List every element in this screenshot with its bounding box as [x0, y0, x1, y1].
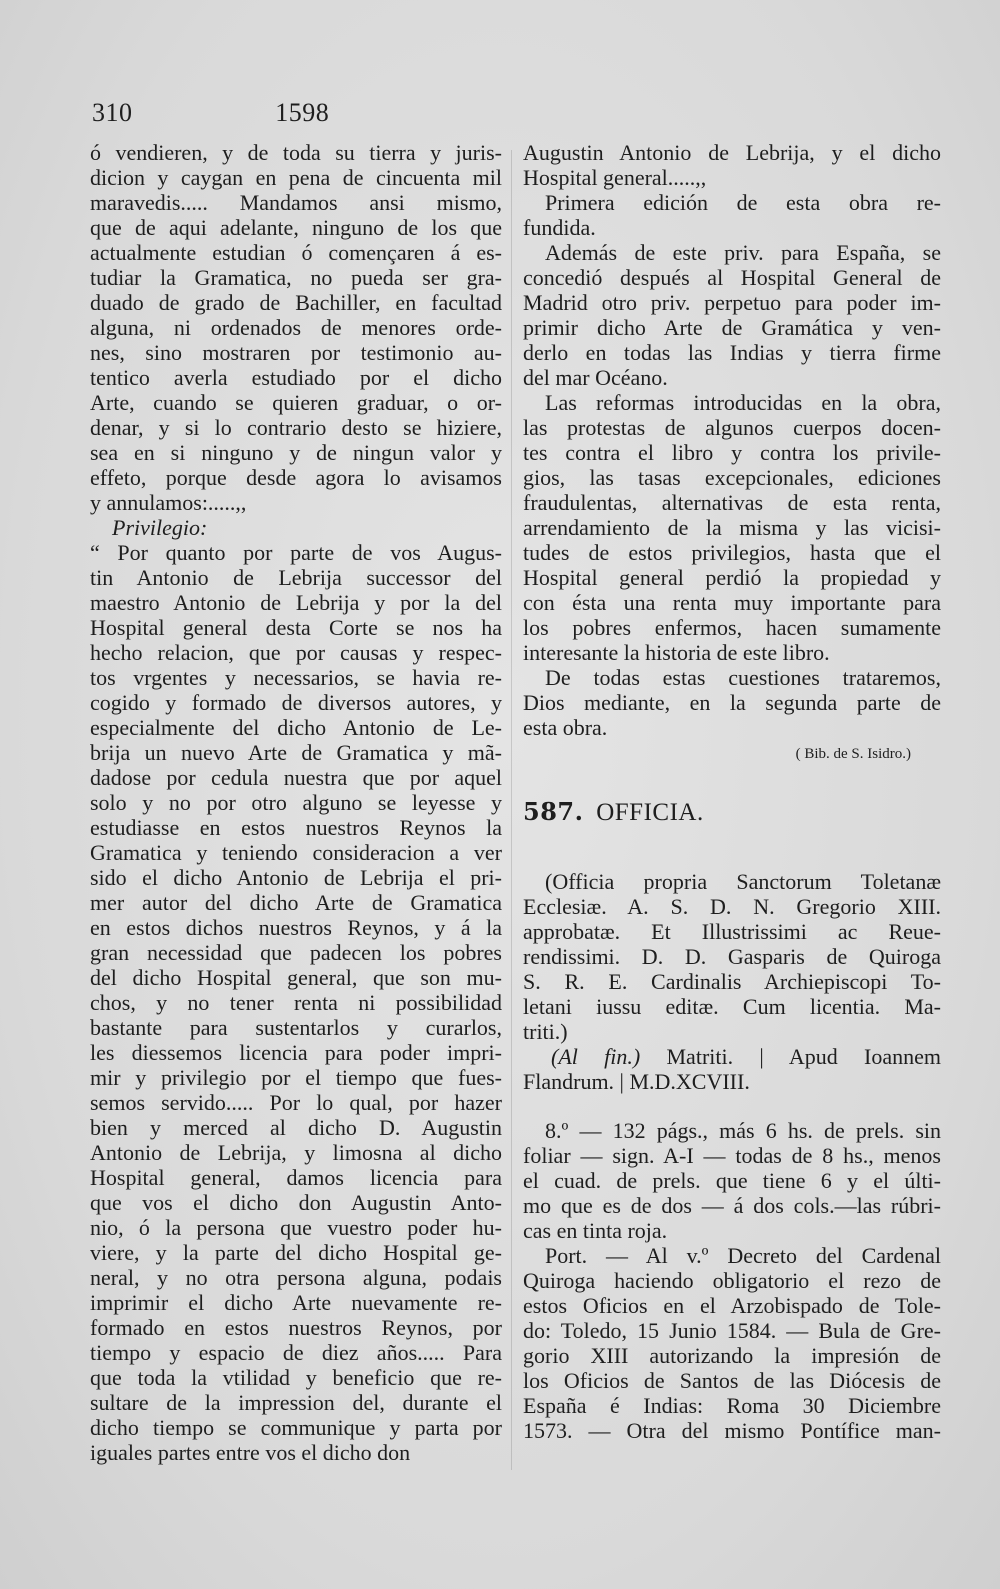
text-line: que toda la vtilidad y beneficio que re-: [90, 1365, 502, 1390]
text-line: especialmente del dicho Antonio de Le-: [90, 715, 502, 740]
entry-heading: [523, 799, 941, 825]
collation: [523, 1118, 941, 1243]
text-line: Arte, cuando se quieren graduar, o or-: [90, 390, 502, 415]
text-line: Augustin Antonio de Lebrija, y el dicho: [523, 140, 941, 165]
left-column: [90, 140, 502, 1465]
text-line: ó vendieren, y de toda su tierra y juris-: [90, 140, 502, 165]
text-line: neral, y no otra persona alguna, podais: [90, 1265, 502, 1290]
colophon-text: Matriti. | Apud Ioannem: [640, 1044, 941, 1069]
text-line: duado de grado de Bachiller, en facultad: [90, 290, 502, 315]
right-column: [523, 140, 941, 1443]
text-line: estos Oficios en el Arzobispado de Tole-: [523, 1293, 941, 1318]
text-line: los pobres enfermos, hacen sumamente: [523, 615, 941, 640]
text-line: Primera edición de esta obra re-: [545, 190, 941, 215]
text-line: los Oficios de Santos de las Diócesis de: [523, 1368, 941, 1393]
text-line: triti.): [523, 1019, 568, 1044]
text-line: y annulamos:.....,,: [90, 490, 247, 515]
running-year: 1598: [275, 98, 330, 127]
text-line: chos, y no tener renta ni possibilidad: [90, 990, 502, 1015]
text-line: Hospital general, damos licencia para: [90, 1165, 502, 1190]
text-line: tudes de estos privilegios, hasta que el: [523, 540, 941, 565]
text-line: primir dicho Arte de Gramática y ven-: [523, 315, 941, 340]
text-line: solo y no por otro alguno se leyesse y: [90, 790, 502, 815]
text-line: gorio XIII autorizando la impresión de: [523, 1343, 941, 1368]
text-line: dicion y caygan en pena de cincuenta mil: [90, 165, 502, 190]
text-line: esta obra.: [523, 715, 608, 740]
text-line: formado en estos nuestros Reynos, por: [90, 1315, 502, 1340]
privilegio-text: [90, 540, 502, 1465]
text-line: maestro Antonio de Lebrija y por la del: [90, 590, 502, 615]
text-line: del mar Océano.: [523, 365, 668, 390]
text-line: que de aqui adelante, ninguno de los que: [90, 215, 502, 240]
text-line: alguna, ni ordenados de menores orde-: [90, 315, 502, 340]
text-line: tudiar la Gramatica, no pueda ser gra-: [90, 265, 502, 290]
text-line: tentico averla estudiado por el dicho: [90, 365, 502, 390]
text-line: Hospital general desta Corte se nos ha: [90, 615, 502, 640]
text-line: nes, sino mostraren por testimonio au-: [90, 340, 502, 365]
text-line: Port. — Al v.º Decreto del Cardenal: [545, 1243, 941, 1268]
column-divider: [511, 150, 512, 1470]
text-line: tes contra el libro y contra los privile-: [523, 440, 941, 465]
text-line: letani iussu editæ. Cum licentia. Ma-: [523, 994, 941, 1019]
text-line: del dicho Hospital general, que son mu-: [90, 965, 502, 990]
text-line: foliar — sign. A-I — todas de 8 hs., menos: [523, 1143, 941, 1168]
text-line: el cuad. de prels. que tiene 6 y el últi-: [523, 1168, 941, 1193]
text-line: con ésta una renta muy importante para: [523, 590, 941, 615]
para-cuestiones: [523, 665, 941, 740]
text-line: España é Indias: Roma 30 Diciembre: [523, 1393, 941, 1418]
text-line: 1573. — Otra del mismo Pontífice man-: [523, 1418, 941, 1443]
entry-number: 587.: [523, 797, 584, 826]
text-line: viere, y la parte del dicho Hospital ge-: [90, 1240, 502, 1265]
page-number: 310: [92, 98, 133, 127]
para-edicion: [523, 190, 941, 240]
port-description: [523, 1243, 941, 1443]
text-line: gran necessidad que padecen los pobres: [90, 940, 502, 965]
text-line: sea en si ninguno y de ningun valor y: [90, 440, 502, 465]
text-line: cas en tinta roja.: [523, 1218, 668, 1243]
colophon-label: (Al fin.): [551, 1044, 641, 1069]
colophon-line: [523, 1044, 941, 1069]
text-line: hecho relacion, que por causas y respec-: [90, 640, 502, 665]
privilegio-heading: Privilegio:: [112, 515, 208, 540]
text-line: mer autor del dicho Arte de Gramatica: [90, 890, 502, 915]
text-line: Madrid otro priv. perpetuo para poder im-: [523, 290, 941, 315]
para-ademas: [523, 240, 941, 390]
text-line: cogido y formado de diversos autores, y: [90, 690, 502, 715]
text-line: Hospital general perdió la propiedad y: [523, 565, 941, 590]
text-line: brija un nuevo Arte de Gramatica y mã-: [90, 740, 502, 765]
text-line: rendissimi. D. D. Gasparis de Quiroga: [523, 944, 941, 969]
text-line: actualmente estudian ó començaren á es-: [90, 240, 502, 265]
text-line: imprimir el dicho Arte nuevamente re-: [90, 1290, 502, 1315]
entry-title: OFFICIA.: [596, 799, 704, 826]
text-line: que vos el dicho don Augustin Anto-: [90, 1190, 502, 1215]
text-line: arrendamiento de la misma y las vicisi-: [523, 515, 941, 540]
text-line: concedió después al Hospital General de: [523, 265, 941, 290]
text-line: dadose por cedula nuestra que por aquel: [90, 765, 502, 790]
text-line: fundida.: [523, 215, 596, 240]
text-line: estudiasse en estos nuestros Reynos la: [90, 815, 502, 840]
text-line: dicho tiempo se communique y parta por: [90, 1415, 502, 1440]
text-line: semos servido..... Por lo qual, por hazer: [90, 1090, 502, 1115]
text-line: approbatæ. Et Illustrissimi ac Reue-: [523, 919, 941, 944]
text-line: las protestas de algunos cuerpos docen-: [523, 415, 941, 440]
text-line: tos vrgentes y necessarios, se havia re-: [90, 665, 502, 690]
text-line: maravedis..... Mandamos ansi mismo,: [90, 190, 502, 215]
text-line: Gramatica y teniendo consideracion a ver: [90, 840, 502, 865]
text-line: Dios mediante, en la segunda parte de: [523, 690, 941, 715]
text-line: effeto, porque desde agora lo avisamos: [90, 465, 502, 490]
text-line: tin Antonio de Lebrija successor del: [90, 565, 502, 590]
left-paragraph: [90, 140, 502, 515]
source-note: ( Bib. de S. Isidro.): [795, 746, 911, 762]
text-line: do: Toledo, 15 Junio 1584. — Bula de Gre-: [523, 1318, 941, 1343]
text-line: interesante la historia de este libro.: [523, 640, 830, 665]
text-line: sultare de la impression del, durante el: [90, 1390, 502, 1415]
text-line: mir y privilegio por el tiempo que fues-: [90, 1065, 502, 1090]
text-line: derlo en todas las Indias y tierra firme: [523, 340, 941, 365]
text-line: Las reformas introducidas en la obra,: [545, 390, 941, 415]
text-line: Antonio de Lebrija, y limosna al dicho: [90, 1140, 502, 1165]
text-line: tiempo y espacio de diez años..... Para: [90, 1340, 502, 1365]
text-line: bastante para sustentarlos y curarlos,: [90, 1015, 502, 1040]
para-reformas: [523, 390, 941, 665]
text-line: S. R. E. Cardinalis Archiepiscopi To-: [523, 969, 941, 994]
text-line: Quiroga haciendo obligatorio el rezo de: [523, 1268, 941, 1293]
text-line: 8.º — 132 págs., más 6 hs. de prels. sin: [545, 1118, 941, 1143]
text-line: gios, las tasas excepcionales, ediciones: [523, 465, 941, 490]
text-line: fraudulentas, alternativas de esta renta,: [523, 490, 941, 515]
text-line: Además de este priv. para España, se: [545, 240, 941, 265]
text-line: (Officia propria Sanctorum Toletanæ: [545, 869, 941, 894]
text-line: nio, ó la persona que vuestro poder hu-: [90, 1215, 502, 1240]
text-line: Hospital general.....,,: [523, 165, 707, 190]
text-line: en estos dichos nuestros Reynos, y á la: [90, 915, 502, 940]
entry-full-title: [523, 869, 941, 1044]
running-header: [92, 98, 502, 128]
colophon-line-2: Flandrum. | M.D.XCVIII.: [523, 1069, 750, 1094]
text-line: iguales partes entre vos el dicho don: [90, 1440, 411, 1465]
right-continuation: [523, 140, 941, 190]
text-line: denar, y si lo contrario desto se hiziere,: [90, 415, 502, 440]
text-line: Ecclesiæ. A. S. D. N. Gregorio XIII.: [523, 894, 941, 919]
text-line: De todas estas cuestiones trataremos,: [545, 665, 941, 690]
text-line: mo que es de dos — á dos cols.—las rúbri-: [523, 1193, 941, 1218]
text-line: “ Por quanto por parte de vos Augus-: [90, 540, 502, 565]
text-line: bien y merced al dicho D. Augustin: [90, 1115, 502, 1140]
text-line: sido el dicho Antonio de Lebrija el pri-: [90, 865, 502, 890]
text-line: les diessemos licencia para poder impri-: [90, 1040, 502, 1065]
